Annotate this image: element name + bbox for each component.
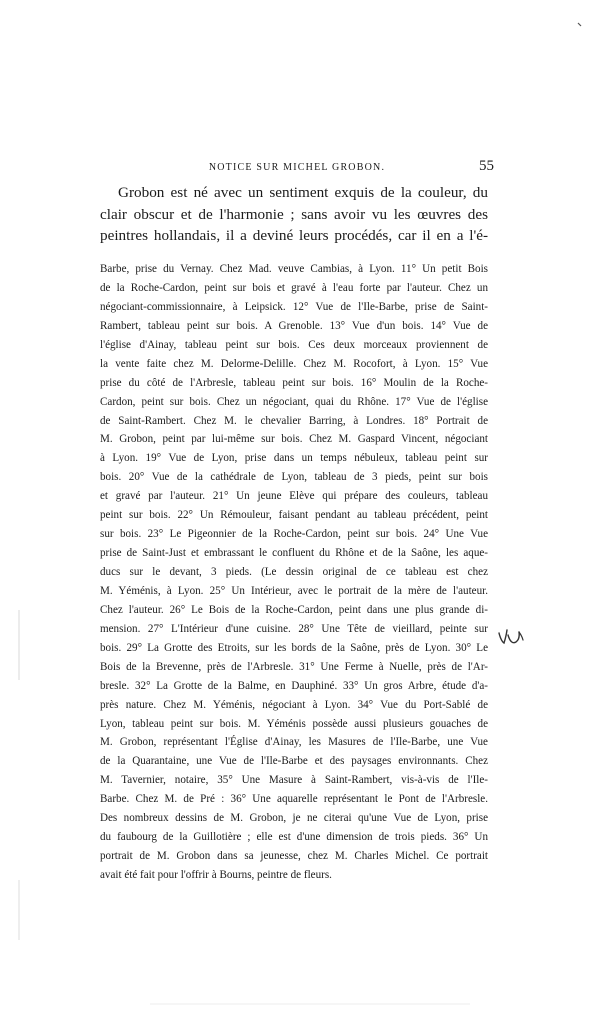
footnote-line: de la Quarantaine, une Vue de l'Ile-Barbe et des paysages environnants. Chez (100, 755, 488, 768)
footnote-line: Rambert, tableau peint sur bois. A Grenoble. 13° Vue d'un bois. 14° Vue de (100, 319, 488, 332)
footnote-line: M. Grobon, représentant l'Église d'Ainay, les Masures de l'Ile-Barbe, une Vue (100, 736, 488, 749)
main-text (100, 182, 488, 247)
handwritten-margin-mark (497, 627, 525, 649)
main-text-line: clair obscur et de l'harmonie ; sans avoir vu les œuvres des (100, 205, 488, 223)
page-header (100, 158, 494, 182)
footnote-line: Chez l'auteur. 26° Le Bois de la Roche-Cardon, peint dans une plus grande di- (100, 603, 488, 616)
footnote-block (100, 260, 488, 885)
footnote-line: Cardon, peint sur bois. Chez un négociant, quai du Rhône. 17° Vue de l'église (100, 395, 488, 408)
footnote-line: Barbe. Chez M. de Pré : 36° Une aquarelle représentant le Pont de l'Arbresle. (100, 793, 488, 806)
footnote-line: peint sur bois. 22° Un Rémouleur, faisant pendant au tableau précédent, peint (100, 509, 488, 522)
running-title: NOTICE SUR MICHEL GROBON. (208, 162, 386, 173)
footnote-line: Bois de la Brevenne, près de l'Arbresle. 31° Une Ferme à Nuelle, près de l'Ar- (100, 660, 488, 673)
footnote-line: de la Roche-Cardon, peint sur bois et gravé à l'eau forte par l'auteur. Chez un (100, 281, 488, 294)
footnote-line: l'église d'Ainay, tableau peint sur bois. Ces deux morceaux proviennent de (100, 338, 488, 351)
footnote-line: bresle. 32° La Grotte de la Balme, en Dauphiné. 33° Un gros Arbre, étude d'a- (100, 679, 488, 692)
footnote-line: M. Tavernier, notaire, 35° Une Masure à Saint-Rambert, vis-à-vis de l'Ile- (100, 774, 488, 787)
footnote-line: prise de Saint-Just et embrassant le confluent du Rhône et de la Saône, les aque- (100, 547, 488, 560)
footnote-line: négociant-commissionnaire, à Leipsick. 12° Vue de l'Ile-Barbe, prise de Saint- (100, 300, 488, 313)
main-text-line: peintres hollandais, il a deviné leurs procédés, car il en a l'é- (100, 227, 488, 244)
footnote-line: près nature. Chez M. Yéménis, négociant à Lyon. 34° Vue du Port-Sablé de (100, 698, 488, 711)
footnote-line: mension. 27° L'Intérieur d'une cuisine. 28° Une Tête de vieillard, peinte sur (100, 622, 488, 635)
footnote-line: M. Yéménis, à Lyon. 25° Un Intérieur, avec le portrait de la mère de l'auteur. (100, 584, 488, 597)
footnote-line: prise du côté de l'Arbresle, tableau peint sur bois. 16° Moulin de la Roche- (100, 376, 488, 389)
footnote-line: bois. 20° Vue de la cathédrale de Lyon, tableau de 3 pieds, peint sur bois (100, 471, 488, 484)
footnote-line: la vente faite chez M. Delorme-Delille. Chez M. Rocofort, à Lyon. 15° Vue (100, 357, 488, 370)
footnote-line: portrait de M. Grobon dans sa jeunesse, chez M. Charles Michel. Ce portrait (100, 850, 488, 863)
footnote-line: avait été fait pour l'offrir à Bourns, peintre de fleurs. (100, 869, 332, 881)
footnote-line: Lyon, tableau peint sur bois. M. Yéménis possède aussi plusieurs gouaches de (100, 717, 488, 730)
page-number: 55 (479, 158, 494, 174)
footnote-line: du faubourg de la Guillotière ; elle est d'une dimension de trois pieds. 36° Un (100, 831, 488, 844)
footnote-line: M. Grobon, peint par lui-même sur bois. Chez M. Gaspard Vincent, négociant (100, 433, 488, 446)
main-text-line: Grobon est né avec un sentiment exquis de la couleur, du (118, 184, 488, 201)
footnote-line: à Lyon. 19° Vue de Lyon, prise dans un temps nébuleux, tableau peint sur (100, 452, 488, 465)
footnote-line: et gravé par l'auteur. 21° Un jeune Elève qui prépare des couleurs, tableau (100, 490, 488, 503)
ink-speck-top-right (577, 22, 583, 28)
footnote-line: Barbe, prise du Vernay. Chez Mad. veuve Cambias, à Lyon. 11° Un petit Bois (100, 263, 488, 275)
footnote-line: bois. 29° La Grotte des Etroits, sur les bords de la Saône, près de Lyon. 30° Le (100, 641, 488, 654)
footnote-line: de Saint-Rambert. Chez M. le chevalier Barring, à Londres. 18° Portrait de (100, 414, 488, 427)
footnote-line: sur bois. 23° Le Pigeonnier de la Roche-Cardon, peint sur bois. 24° Une Vue (100, 528, 488, 541)
footnote-line: Des nombreux dessins de M. Grobon, je ne citerai qu'une Vue de Lyon, prise (100, 812, 488, 825)
footnote-line: ducs sur le devant, 3 pieds. (Le dessin original de ce tableau est chez (100, 566, 488, 578)
